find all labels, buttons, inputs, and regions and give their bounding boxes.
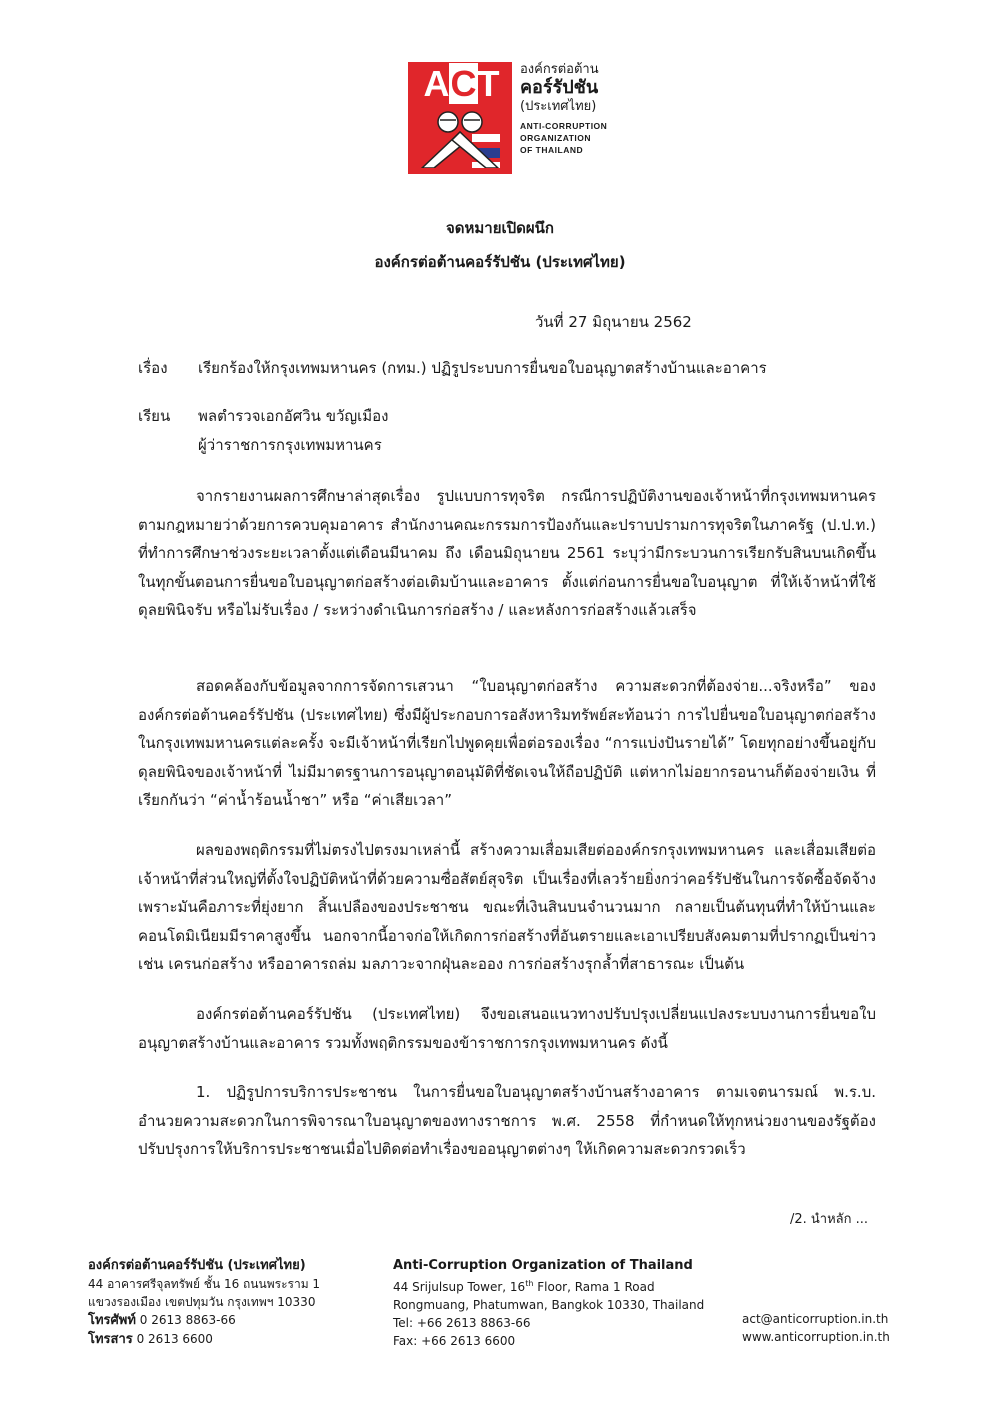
logo-thai-line2: คอร์รัปชัน	[520, 77, 599, 98]
recipient-name: พลตำรวจเอกอัศวิน ขวัญเมือง	[198, 407, 389, 425]
footer-contact	[742, 1310, 890, 1346]
recipient-label: เรียน	[138, 407, 171, 425]
body-paragraph-5: 1. ปฏิรูปการบริการประชาชน ในการยื่นขอใบอนุญาตสร้างบ้านสร้างอาคาร ตามเจตนารมณ์ พ.ร.บ. อำนวยความสะดวกในการพิจารณาใบอนุญาตของทางราชการ พ.ศ. 2558 ที่กำหนดให้ทุกหน่วยงานของรัฐต้องปรับปรุงการให้บริการประชาชนเมื่อไปติดต่อทำเรื่องขออนุญาตต่างๆ ให้เกิดความสะดวกรวดเร็ว	[138, 1083, 876, 1158]
continuation-note: /2. นำหลัก ...	[790, 1212, 869, 1227]
logo-act-letters: ACT	[423, 63, 499, 104]
logo-english-name: ANTI-CORRUPTION ORGANIZATION OF THAILAND	[520, 121, 608, 155]
footer-english-address: Anti-Corruption Organization of Thailand 44 Srijulsup Tower, 16th Floor, Rama 1 Road Rongmuang, Phatumwan, Bangkok 10330, Thailand Tel: +66 2613 8863-66 Fax: +66 2613 6600	[393, 1258, 705, 1348]
body-paragraph-1: จากรายงานผลการศึกษาล่าสุดเรื่อง รูปแบบการทุจริต กรณีการปฏิบัติงานของเจ้าหน้าที่กรุงเทพมหานคร ตามกฎหมายว่าด้วยการควบคุมอาคาร สำนักงานคณะกรรมการป้องกันและปราบปรามการทุจริตในภาครัฐ (ป.ป.ท.) ที่ทำการศึกษาช่วงระยะเวลาตั้งแต่เดือนมีนาคม ถึง เดือนมิถุนายน 2561 ระบุว่ามีกระบวนการเรียกรับสินบนเกิดขึ้นในทุกขั้นตอนการยื่นขอใบอนุญาตก่อสร้างต่อเติมบ้านและอาคาร ตั้งแต่ก่อนการยื่นขอใบอนุญาต ที่ให้เจ้าหน้าที่ใช้ดุลยพินิจรับ หรือไม่รับเรื่อง / ระหว่างดำเนินการก่อสร้าง / และหลังการก่อสร้างแล้วเสร็จ	[138, 487, 876, 619]
act-logo	[408, 62, 620, 174]
letter-subtitle: องค์กรต่อต้านคอร์รัปชัน (ประเทศไทย)	[374, 253, 626, 271]
footer-email[interactable]: act@anticorruption.in.th	[742, 1312, 889, 1326]
footer-website[interactable]: www.anticorruption.in.th	[742, 1330, 890, 1344]
body-paragraph-4: องค์กรต่อต้านคอร์รัปชัน (ประเทศไทย) จึงขอเสนอแนวทางปรับปรุงเปลี่ยนแปลงระบบงานการยื่นขอใบอนุญาตสร้างบ้านและอาคาร รวมทั้งพฤติกรรมของข้าราชการกรุงเทพมหานคร ดังนี้	[138, 1005, 876, 1052]
crossed-arms-icon	[420, 108, 500, 168]
logo-red-panel	[408, 62, 512, 174]
subject-text: เรียกร้องให้กรุงเทพมหานคร (กทม.) ปฏิรูประบบการยื่นขอใบอนุญาตสร้างบ้านและอาคาร	[198, 359, 767, 377]
body-paragraph-3: ผลของพฤติกรรมที่ไม่ตรงไปตรงมาเหล่านี้ สร้างความเสื่อมเสียต่อองค์กรกรุงเทพมหานคร และเสื่อมเสียต่อเจ้าหน้าที่ส่วนใหญ่ที่ตั้งใจปฏิบัติหน้าที่ด้วยความซื่อสัตย์สุจริต เป็นเรื่องที่เลวร้ายยิ่งกว่าคอร์รัปชันในการจัดซื้อจัดจ้าง เพราะมันคือภาระที่ยุ่งยาก สิ้นเปลืองของประชาชน ขณะที่เงินสินบนจำนวนมาก กลายเป็นต้นทุนที่ทำให้บ้านและคอนโดมิเนียมมีราคาสูงขึ้น นอกจากนี้อาจก่อให้เกิดการก่อสร้างที่อันตรายและเอาเปรียบสังคมตามที่ปรากฏเป็นข่าว เช่น เครนก่อสร้าง หรืออาคารถล่ม มลภาวะจากฝุ่นละออง การก่อสร้างรุกล้ำที่สาธารณะ เป็นต้น	[138, 841, 876, 973]
logo-thai-line3: (ประเทศไทย)	[520, 99, 597, 114]
logo-thai-line1: องค์กรต่อต้าน	[520, 62, 599, 77]
footer-thai-address: องค์กรต่อต้านคอร์รัปชัน (ประเทศไทย) 44 อาคารศรีจุลทรัพย์ ชั้น 16 ถนนพระราม 1 แขวงรองเมือง เขตปทุมวัน กรุงเทพฯ 10330 โทรศัพท์ 0 2613 8863-66 โทรสาร 0 2613 6600	[88, 1258, 321, 1347]
subject-label: เรื่อง	[138, 359, 168, 377]
logo-text	[520, 62, 630, 156]
letter-date: วันที่ 27 มิถุนายน 2562	[535, 313, 692, 331]
recipient-position: ผู้ว่าราชการกรุงเทพมหานคร	[198, 436, 382, 454]
letter-title: จดหมายเปิดผนึก	[445, 219, 555, 237]
body-paragraph-2: สอดคล้องกับข้อมูลจากการจัดการเสวนา “ใบอนุญาตก่อสร้าง ความสะดวกที่ต้องจ่าย...จริงหรือ” ขององค์กรต่อต้านคอร์รัปชัน (ประเทศไทย) ซึ่งมีผู้ประกอบการอสังหาริมทรัพย์สะท้อนว่า การไปยื่นขอใบอนุญาตก่อสร้างในกรุงเทพมหานครแต่ละครั้ง จะมีเจ้าหน้าที่เรียกไปพูดคุยเพื่อต่อรองเรื่อง “การแบ่งปันรายได้” โดยทุกอย่างขึ้นอยู่กับดุลยพินิจของเจ้าหน้าที่ ไม่มีมาตรฐานการอนุญาตอนุมัติที่ชัดเจนให้ถือปฏิบัติ แต่หากไม่อยากรอนานก็ต้องจ่ายเงิน ที่เรียกกันว่า “ค่าน้ำร้อนน้ำชา” หรือ “ค่าเสียเวลา”	[138, 677, 876, 809]
